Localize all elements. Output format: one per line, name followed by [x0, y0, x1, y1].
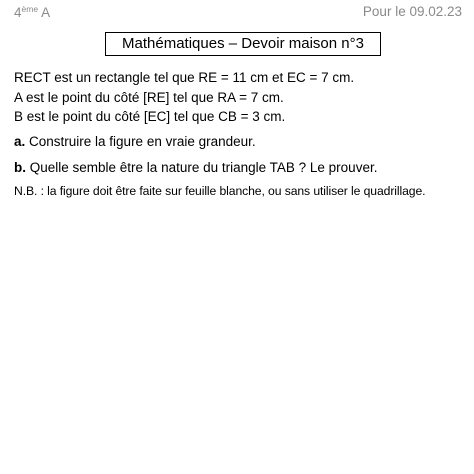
question-text: Quelle semble être la nature du triangle TAB ? Le prouver.	[26, 160, 378, 175]
note: N.B. : la figure doit être faite sur feuille blanche, ou sans utiliser le quadrillage.	[14, 184, 426, 198]
statement-line: RECT est un rectangle tel que RE = 11 cm et EC = 7 cm.	[14, 70, 355, 85]
question-text: Construire la figure en vraie grandeur.	[25, 134, 256, 149]
question-a	[14, 134, 256, 149]
statement-line: B est le point du côté [EC] tel que CB = 3 cm.	[14, 109, 286, 124]
question-letter: a.	[14, 134, 26, 149]
question-letter: b.	[14, 160, 26, 175]
problem-statement	[14, 68, 354, 127]
statement-line: A est le point du côté [RE] tel que RA = 7 cm.	[14, 89, 284, 105]
question-b	[14, 160, 377, 175]
assignment-title: Mathématiques – Devoir maison n°3	[105, 32, 381, 56]
due-date: Pour le 09.02.23	[362, 4, 462, 19]
class-suffix: ème	[21, 4, 39, 14]
page-header	[14, 4, 462, 24]
class-label	[14, 4, 50, 20]
class-number: 4	[14, 5, 22, 20]
class-letter: A	[38, 5, 51, 20]
